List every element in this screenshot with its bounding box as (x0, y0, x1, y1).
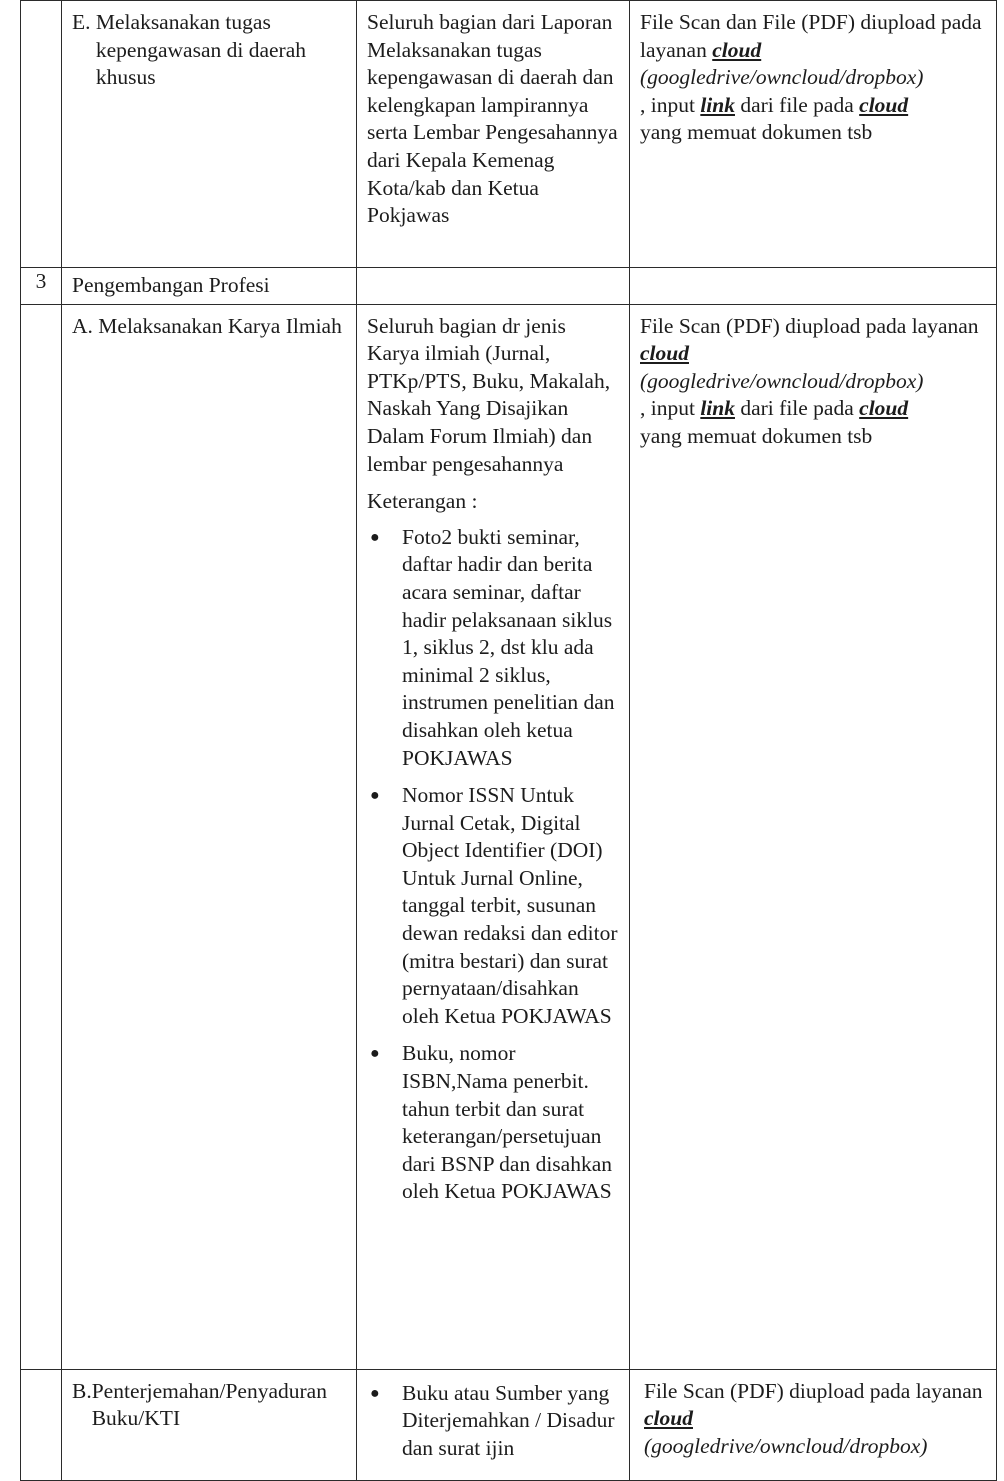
bullet-icon: ● (370, 528, 380, 546)
evidence-cell (357, 1369, 630, 1481)
item-cell (62, 304, 357, 1369)
empty-cell (630, 268, 997, 305)
list-item: ● Foto2 bukti seminar, daftar hadir dan berita acara seminar, daftar hadir pelaksanaan siklus 1, siklus 2, dst klu ada minimal 2 siklus, instrumen penelitian dan disahkan oleh ketua POKJAWAS (367, 524, 621, 772)
item-cell (62, 1, 357, 268)
table-row (21, 1369, 997, 1481)
format-cell (630, 304, 997, 1369)
table-row (21, 1, 997, 268)
evidence-text: Seluruh bagian dr jenis Karya ilmiah (Jurnal, PTKp/PTS, Buku, Makalah, Naskah Yang Disajikan Dalam Forum Ilmiah) dan lembar pengesahannya (367, 313, 611, 476)
item-text: Melaksanakan tugas kepengawasan di daerah khusus (95, 10, 307, 90)
cloud-term: cloud (859, 92, 909, 117)
item-label: B. (72, 1378, 92, 1403)
format-cell (630, 1, 997, 268)
bullet-icon: ● (370, 1384, 380, 1402)
bullet-icon: ● (370, 1045, 380, 1063)
evidence-text: Seluruh bagian dari Laporan Melaksanakan tugas kepengawasan di daerah dan kelengkapan lampirannya serta Lembar Pengesahannya dari Kepala Kemenag Kota/kab dan Ketua Pokjawas (367, 10, 618, 228)
table-row (21, 268, 997, 305)
requirements-table (20, 0, 997, 1481)
evidence-cell (357, 1, 630, 268)
item-label: A. (72, 313, 93, 338)
item-label: E. (72, 10, 91, 34)
keterangan-label: Keterangan : (367, 489, 478, 514)
link-term: link (700, 396, 735, 421)
evidence-list (367, 1380, 621, 1463)
row-number (21, 1369, 62, 1481)
bullet-icon: ● (370, 787, 380, 805)
list-item: ● Buku, nomor ISBN,Nama penerbit. tahun terbit dan surat keterangan/persetujuan dari BSNP dan disahkan oleh Ketua POKJAWAS (367, 1040, 621, 1206)
item-cell (62, 1369, 357, 1481)
section-title-cell (62, 268, 357, 305)
row-number: 3 (21, 268, 62, 305)
evidence-cell (357, 304, 630, 1369)
cloud-term: cloud (712, 37, 762, 62)
row-number (21, 304, 62, 1369)
format-text: File Scan dan File (PDF) diupload pada layanan cloud (googledrive/owncloud/dropbox) , input link dari file pada cloud yang memuat dokumen tsb (640, 10, 982, 145)
item-text: Penterjemahan/Penyaduran Buku/KTI (91, 1378, 327, 1431)
table-row (21, 304, 997, 1369)
item-text: Melaksanakan Karya Ilmiah (98, 313, 342, 338)
cloud-term: cloud (644, 1406, 693, 1431)
row-number (21, 1, 62, 268)
section-title: Pengembangan Profesi (72, 273, 270, 297)
list-item: ● Buku atau Sumber yang Diterjemahkan / Disadur dan surat ijin (367, 1380, 621, 1463)
cloud-term: cloud (640, 341, 689, 366)
format-cell (630, 1369, 997, 1481)
empty-cell (357, 268, 630, 305)
format-text: File Scan (PDF) diupload pada layanan cloud (googledrive/owncloud/dropbox) , input link dari file pada cloud yang memuat dokumen tsb (640, 313, 979, 448)
format-text: File Scan (PDF) diupload pada layanan cloud (googledrive/owncloud/dropbox) (644, 1378, 983, 1458)
evidence-list (367, 524, 621, 1206)
cloud-term: cloud (859, 396, 909, 421)
list-item: ● Nomor ISSN Untuk Jurnal Cetak, Digital Object Identifier (DOI) Untuk Jurnal Online, tanggal terbit, susunan dewan redaksi dan editor (mitra bestari) dan surat pernyataan/disahkan oleh Ketua POKJAWAS (367, 782, 621, 1030)
link-term: link (700, 92, 735, 117)
